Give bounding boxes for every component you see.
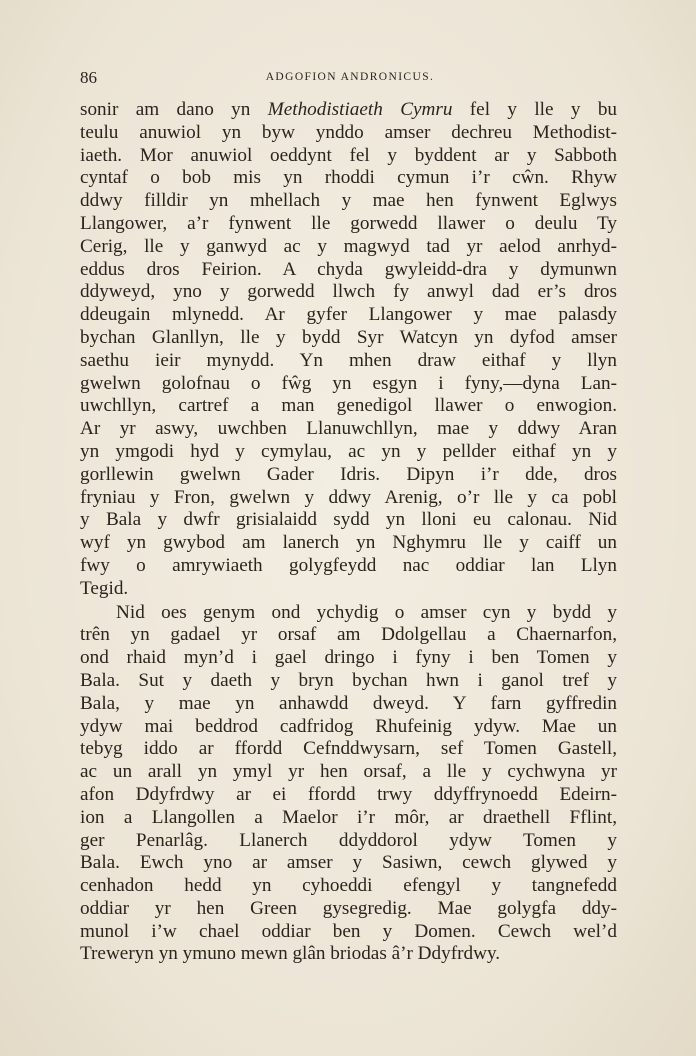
text-line: Bala. Sut y daeth y bryn bychan hwn i ganol tref y [80,669,617,691]
paragraph [80,602,617,967]
text-line: yn ymgodi hyd y cymylau, ac yn y pellder eithaf yn y [80,440,617,462]
page-number: 86 [80,68,97,87]
running-head: ADGOFION ANDRONICUS. [265,71,435,83]
text-line: y Bala y dwfr grisialaidd sydd yn lloni eu calonau. Nid [80,509,617,531]
text-line: fwy o amrywiaeth golygfeydd nac oddiar lan Llyn [80,554,617,576]
text-line: fryniau y Fron, gwelwn y ddwy Arenig, o’r lle y ca pobl [80,486,617,508]
text-line: ddeugain mlynedd. Ar gyfer Llangower y mae palasdy [80,304,617,326]
text-line: ydyw mai beddrod cadfridog Rhufeinig ydyw. Mae un [80,715,617,737]
text-line: afon Ddyfrdwy ar ei ffordd trwy ddyffrynoedd Edeirn- [80,783,617,805]
text-line: ac un arall yn ymyl yr hen orsaf, a lle y cychwyna yr [80,761,617,783]
text-line: ddyweyd, yno y gorwedd llwch fy anwyl dad er’s dros [80,281,617,303]
text-line: cyntaf o bob mis yn rhoddi cymun i’r cŵn. Rhyw [80,167,617,189]
text-line: ion a Llangollen a Maelor i’r môr, ar draethell Fflint, [80,806,617,828]
text-line: iaeth. Mor anuwiol oeddynt fel y byddent ar y Sabboth [80,144,617,166]
text-line: gorllewin gwelwn Gader Idris. Dipyn i’r dde, dros [80,463,617,485]
text-line: Treweryn yn ymuno mewn glân briodas â’r Ddyfrdwy. [80,943,501,965]
text-line: munol i’w chael oddiar ben y Domen. Cewch wel’d [80,920,617,942]
paragraph [80,99,617,601]
text-line: Cerig, lle y ganwyd ac y magwyd tad yr aelod anrhyd- [80,235,617,257]
text-line: ddwy filldir yn mhellach y mae hen fynwent Eglwys [80,190,617,212]
text-line: bychan Glanllyn, lle y bydd Syr Watcyn yn dyfod amser [80,326,617,348]
text-line: uwchllyn, cartref a man genedigol llawer o enwogion. [80,395,617,417]
text-run: fel y lle y bu [452,99,618,120]
text-line: teulu anuwiol yn byw ynddo amser dechreu Methodist- [80,121,617,143]
text-line: ond rhaid myn’d i gael dringo i fyny i ben Tomen y [80,647,617,669]
text-run: sonir am dano yn [80,99,268,120]
text-line: Ar yr aswy, uwchben Llanuwchllyn, mae y ddwy Aran [80,418,617,440]
text-line: Llangower, a’r fynwent lle gorwedd llawer o deulu Ty [80,212,617,234]
text-line: saethu ieir mynydd. Yn mhen draw eithaf y llyn [80,349,617,371]
text-line: trên yn gadael yr orsaf am Ddolgellau a Chaernarfon, [80,624,617,646]
text-line: ger Penarlâg. Llanerch ddyddorol ydyw Tomen y [80,829,617,851]
page-header [80,68,620,88]
text-line: Nid oes genym ond ychydig o amser cyn y bydd y [116,601,617,623]
text-line: gwelwn golofnau o fŵg yn esgyn i fyny,—dyna Lan- [80,372,617,394]
text-line: cenhadon hedd yn cyhoeddi efengyl y tangnefedd [80,875,617,897]
text-line: eddus dros Feirion. A chyda gwyleidd-dra y dymunwn [80,258,617,280]
book-title-italic: Methodistiaeth Cymru [267,99,453,120]
text-line: Tegid. [80,577,129,599]
text-line: tebyg iddo ar ffordd Cefnddwysarn, sef Tomen Gastell, [80,738,617,760]
text-line: Bala. Ewch yno ar amser y Sasiwn, cewch glywed y [80,852,617,874]
text-line [80,99,617,122]
text-line: wyf yn gwybod am lanerch yn Nghymru lle y caiff un [80,532,617,554]
text-line: oddiar yr hen Green gysegredig. Mae golygfa ddy- [80,897,617,919]
body-text [80,99,617,966]
text-line: Bala, y mae yn anhawdd dweyd. Y farn gyffredin [80,692,617,714]
